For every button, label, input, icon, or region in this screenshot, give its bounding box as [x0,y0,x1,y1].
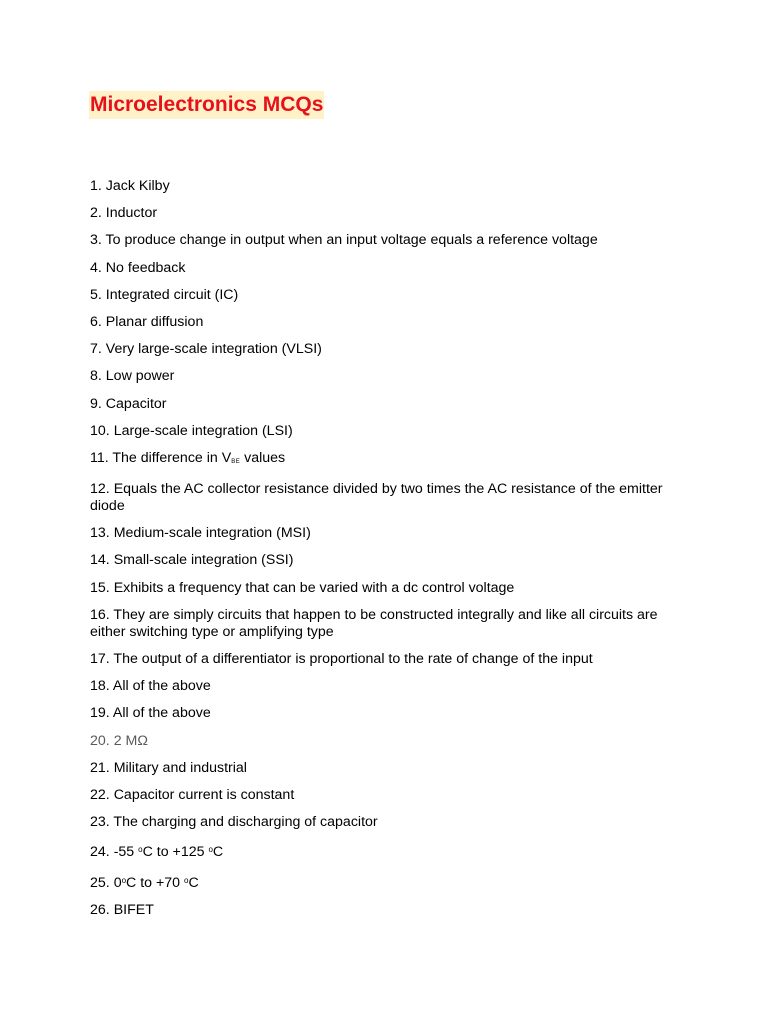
answer-item [90,314,690,331]
answer-number: 26. [90,901,110,918]
answer-text: Capacitor current is constant [113,786,295,803]
answer-item [90,481,690,515]
answer-text: Integrated circuit (IC) [105,286,239,303]
subscript-be: BE [231,458,241,465]
answer-item [90,787,690,804]
answer-item [90,396,690,413]
answer-number: 11. [90,449,109,466]
answer-item [90,733,690,750]
answer-text-part: C to +70 [126,874,185,891]
answer-number: 2. [90,205,102,222]
answer-number: 21. [90,759,110,776]
answer-number: 25. [90,874,110,891]
answer-number: 24. [90,844,110,861]
answer-text-after: values [240,449,286,466]
answer-text: They are simply circuits that happen to be constructed integrally and like all circuits are either switching type or amplifying type [90,606,658,640]
answer-text: Capacitor [105,395,167,412]
answer-item [90,607,690,641]
answer-text: Very large-scale integration (VLSI) [105,341,322,358]
degree-superscript: o [208,845,213,855]
answer-text-part: -55 [113,844,139,861]
answer-item [90,705,690,722]
answer-item [90,841,690,861]
answer-number: 3. [90,232,102,249]
answer-text: Inductor [105,205,158,222]
answer-text-part: C [212,844,224,861]
title-highlight [89,91,324,119]
answer-text: Military and industrial [113,759,247,776]
answer-item [90,814,690,831]
answer-text: All of the above [112,678,211,695]
answer-text: No feedback [105,259,186,276]
answer-number: 14. [90,552,110,569]
answer-number: 23. [90,814,110,831]
answer-text-part: C [188,874,199,891]
degree-superscript: o [121,875,127,885]
answer-text-part: C to +125 [142,844,209,861]
answer-text: The charging and discharging of capacitor [113,814,378,831]
answer-text: Medium-scale integration (MSI) [113,525,311,542]
answer-item [90,902,690,919]
answer-text-before: The difference in V [112,449,232,466]
answer-list [90,178,690,929]
answer-item [90,552,690,569]
answer-number: 5. [90,286,102,303]
answer-text: BIFET [113,901,154,918]
answer-number: 22. [90,786,110,803]
answer-number: 8. [90,368,102,385]
answer-item [90,178,690,195]
answer-text: All of the above [112,705,211,722]
answer-item [90,205,690,222]
answer-text: Planar diffusion [105,313,204,330]
answer-number: 16. [90,606,110,623]
answer-number: 19. [90,705,110,722]
answer-number: 12. [90,481,110,498]
degree-superscript: o [184,875,189,885]
degree-superscript: o [138,845,143,855]
answer-number: 17. [90,651,110,667]
answer-item [90,232,690,249]
answer-number: 1. [90,178,102,194]
answer-item [90,580,690,597]
answer-item [90,450,690,471]
answer-number: 7. [90,341,102,358]
answer-item [90,423,690,440]
answer-number: 9. [90,395,102,412]
answer-item [90,525,690,542]
answer-item [90,651,690,668]
answer-text: Low power [105,368,175,385]
answer-text: Small-scale integration (SSI) [113,552,294,569]
answer-number: 6. [90,313,102,330]
answer-number: 10. [90,422,110,439]
answer-item [90,678,690,695]
answer-text-part: 0 [113,874,122,891]
answer-text: Equals the AC collector resistance divided by two times the AC resistance of the emitter diode [90,481,663,515]
answer-item [90,760,690,777]
answer-item [90,287,690,304]
answer-item [90,368,690,385]
answer-number: 13. [90,525,110,542]
answer-number: 15. [90,579,110,596]
answer-text: Large-scale integration (LSI) [113,422,293,439]
answer-text: Jack Kilby [105,178,170,194]
answer-number: 18. [90,678,110,695]
answer-number: 4. [90,259,102,276]
answer-text: The output of a differentiator is proportional to the rate of change of the input [113,651,593,667]
answer-text: 2 MΩ [113,732,148,749]
answer-number: 20. [90,732,110,749]
answer-item [90,872,690,892]
answer-text: Exhibits a frequency that can be varied with a dc control voltage [113,579,515,596]
document-title: Microelectronics MCQs [90,93,324,116]
answer-item [90,260,690,277]
answer-text: To produce change in output when an input voltage equals a reference voltage [105,232,598,249]
answer-item [90,341,690,358]
